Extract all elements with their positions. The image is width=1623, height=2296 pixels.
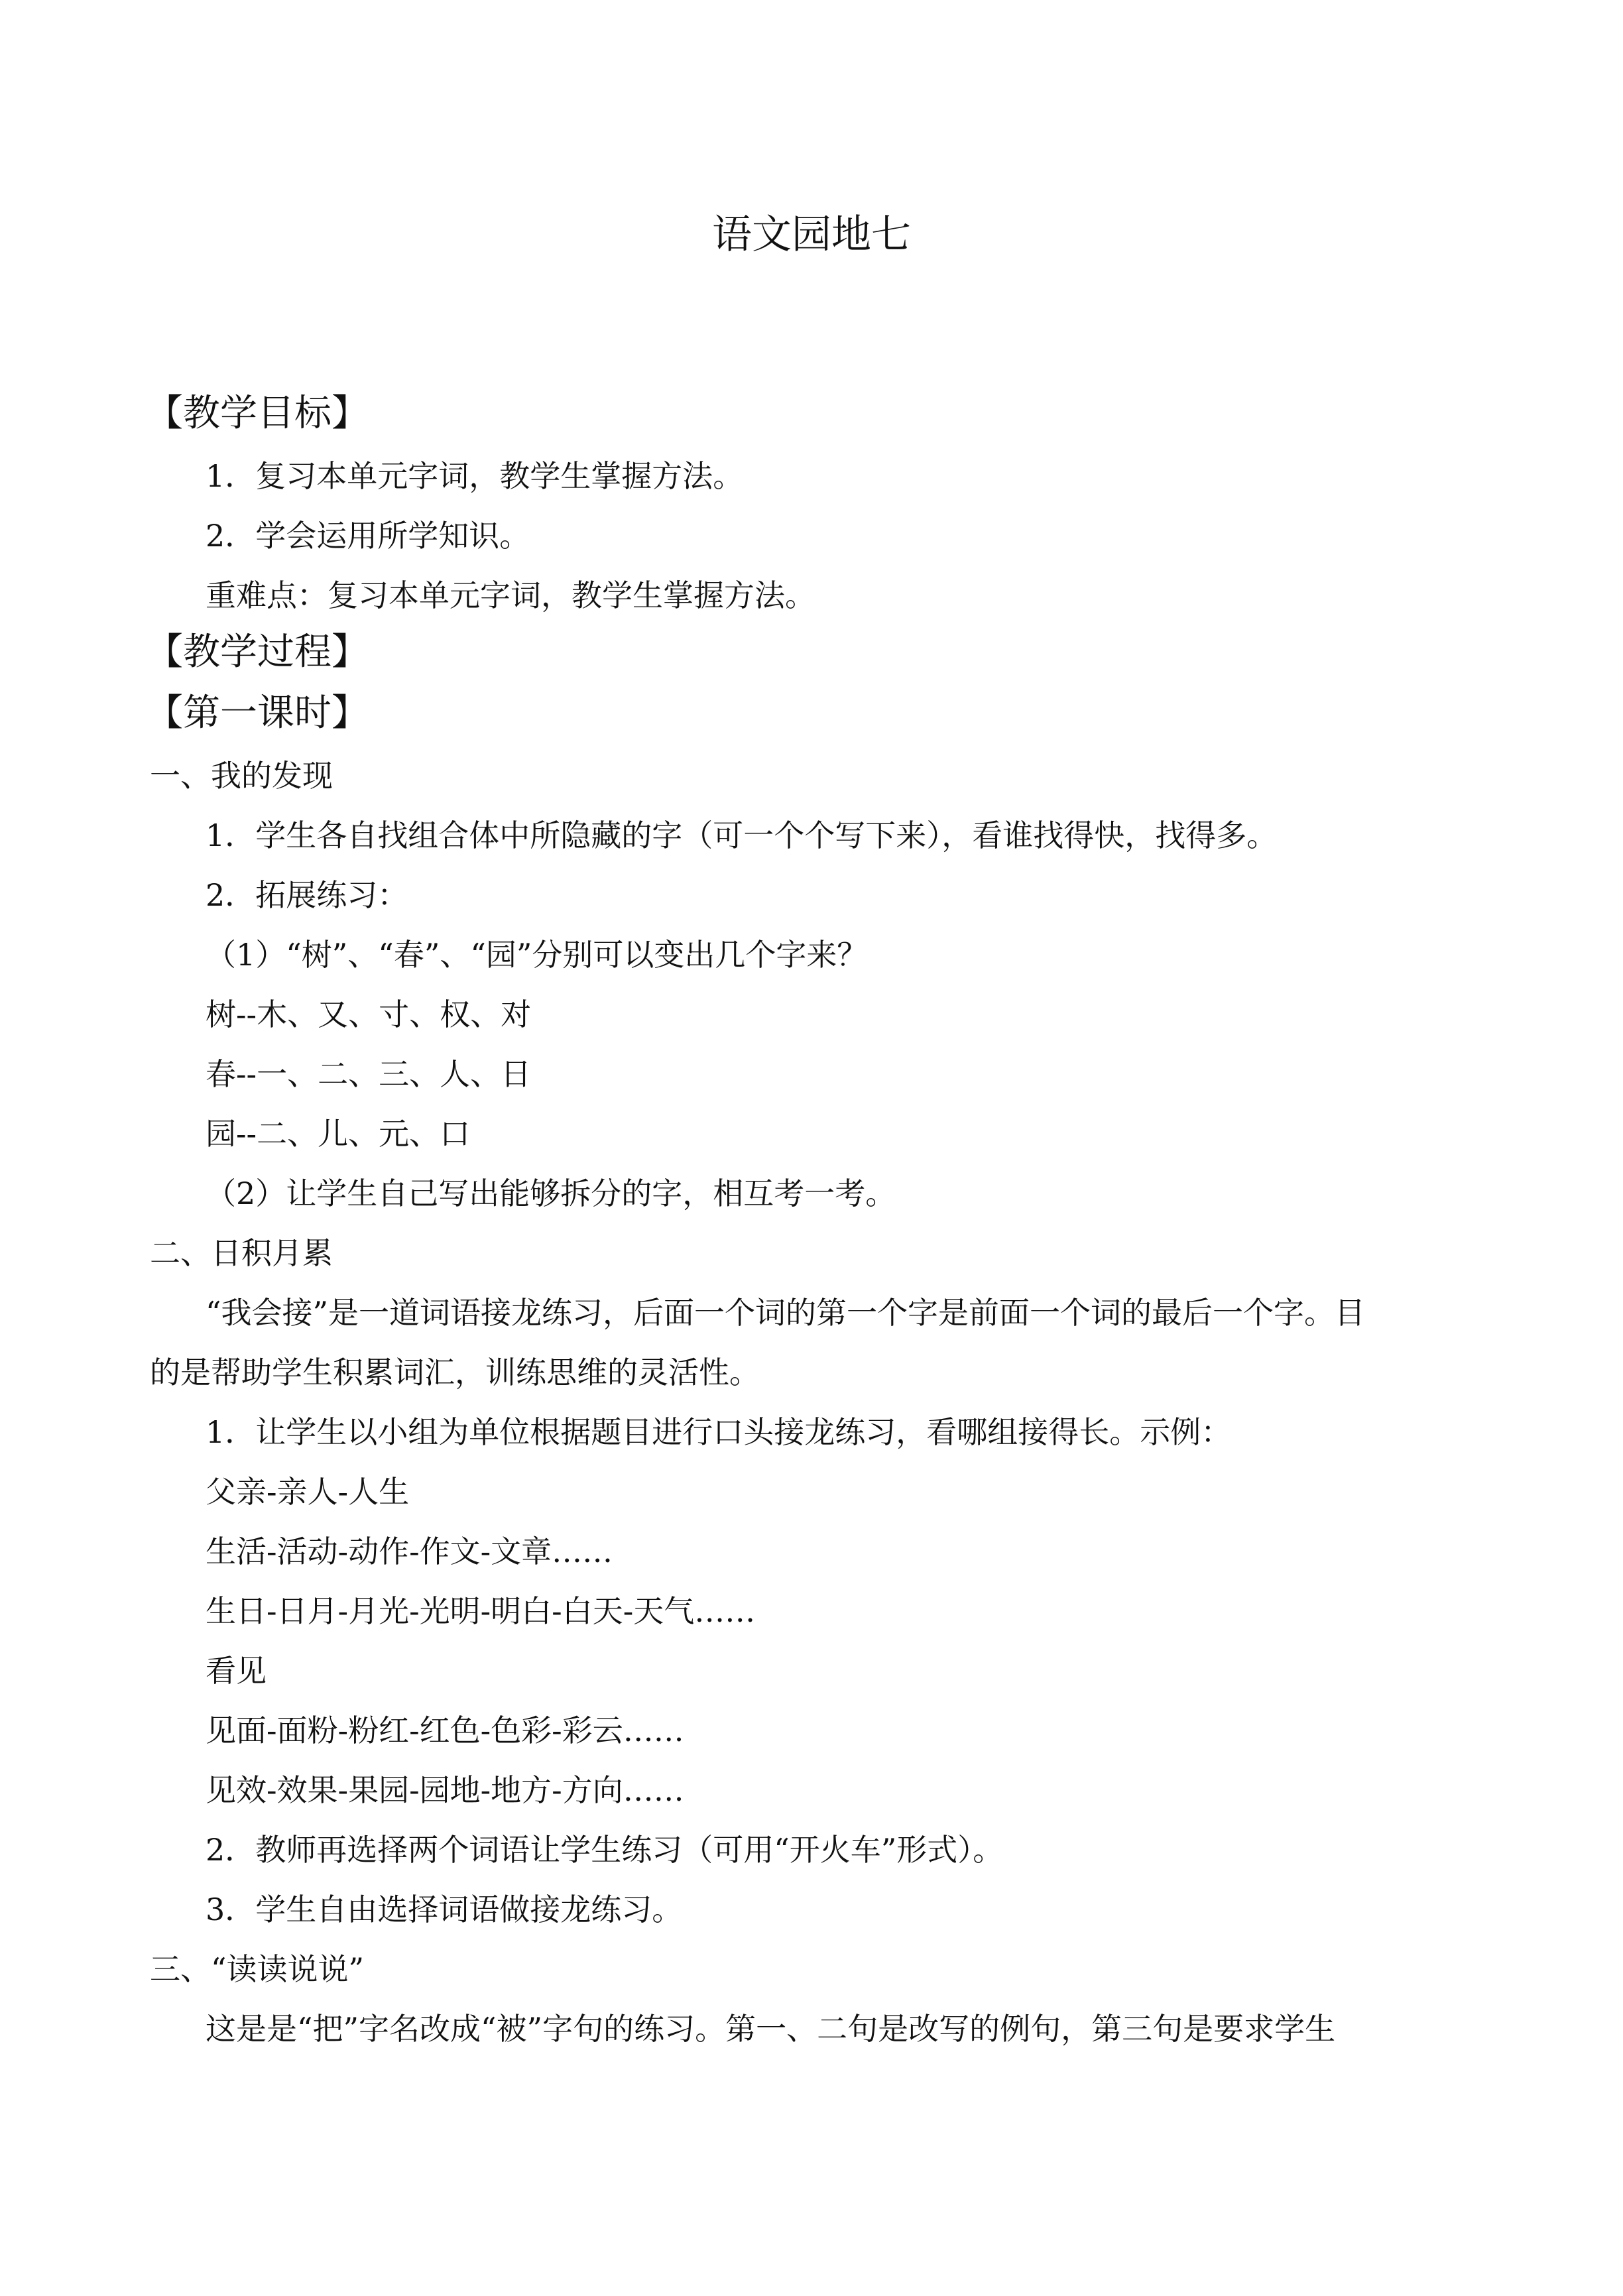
process-heading: 【教学过程】 bbox=[146, 631, 369, 674]
objectives-heading: 【教学目标】 bbox=[146, 392, 369, 435]
part1-item: 1．学生各自找组合体中所隐藏的字（可一个个写下来），看谁找得快，找得多。 bbox=[206, 817, 1278, 853]
part3-paragraph-line: 这是是“把”字名改成“被”字句的练习。第一、二句是改写的例句，第三句是要求学生 bbox=[206, 2011, 1336, 2047]
part2-item: 生日-日月-月光-光明-明白-白天-天气…… bbox=[206, 1593, 756, 1629]
part2-heading: 二、日积月累 bbox=[150, 1235, 333, 1271]
part2-paragraph-line: 的是帮助学生积累词汇，训练思维的灵活性。 bbox=[150, 1355, 760, 1390]
part2-item: 看见 bbox=[206, 1653, 267, 1689]
part2-item: 生活-活动-动作-作文-文章…… bbox=[206, 1534, 613, 1569]
part3-heading: 三、“读读说说” bbox=[150, 1951, 365, 1987]
part2-item: 见面-面粉-粉红-红色-色彩-彩云…… bbox=[206, 1713, 684, 1748]
key-difficulty: 重难点：复习本单元字词，教学生掌握方法。 bbox=[206, 577, 815, 613]
part1-heading: 一、我的发现 bbox=[150, 758, 333, 794]
part1-item: （2）让学生自己写出能够拆分的字，相互考一考。 bbox=[206, 1176, 896, 1211]
part2-item: 父亲-亲人-人生 bbox=[206, 1474, 410, 1510]
part2-item: 1．让学生以小组为单位根据题目进行口头接龙练习，看哪组接得长。示例： bbox=[206, 1414, 1232, 1450]
part2-paragraph-line: “我会接”是一道词语接龙练习，后面一个词的第一个字是前面一个词的最后一个字。目 bbox=[206, 1295, 1366, 1331]
document-title: 语文园地七 bbox=[712, 211, 911, 258]
part2-item: 2．教师再选择两个词语让学生练习（可用“开火车”形式）。 bbox=[206, 1832, 1004, 1868]
part1-item: （1）“树”、“春”、“园”分别可以变出几个字来？ bbox=[206, 937, 868, 973]
part1-item: 春--一、二、三、人、日 bbox=[206, 1056, 532, 1092]
part2-item: 3．学生自由选择词语做接龙练习。 bbox=[206, 1892, 683, 1927]
part1-item: 园--二、儿、元、口 bbox=[206, 1116, 471, 1152]
lesson1-heading: 【第一课时】 bbox=[146, 692, 369, 735]
part1-item: 树--木、又、寸、权、对 bbox=[206, 997, 532, 1032]
part2-item: 见效-效果-果园-园地-地方-方向…… bbox=[206, 1772, 684, 1808]
objective-item: 2．学会运用所学知识。 bbox=[206, 518, 530, 554]
objective-item: 1．复习本单元字词，教学生掌握方法。 bbox=[206, 458, 744, 494]
part1-item: 2．拓展练习： bbox=[206, 877, 408, 913]
